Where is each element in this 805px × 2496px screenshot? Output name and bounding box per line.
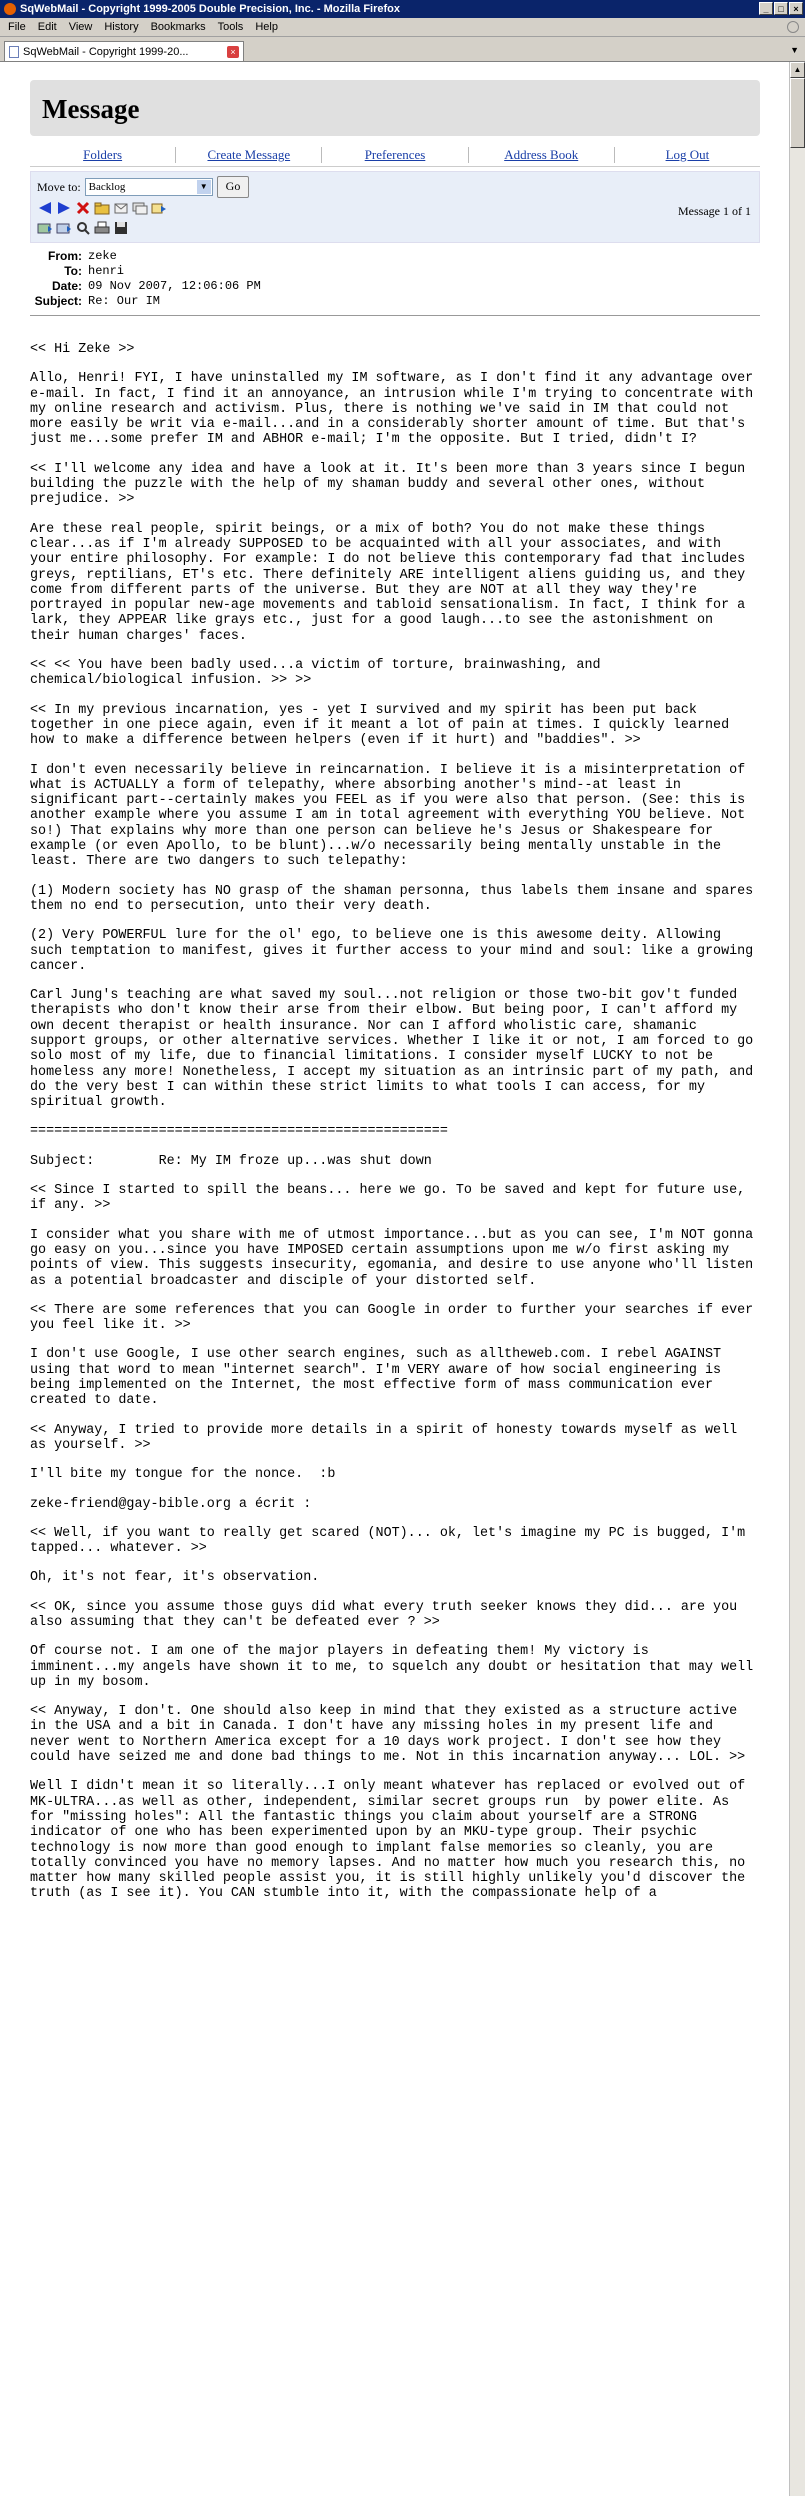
message-body: [30, 342, 760, 1902]
menu-history[interactable]: History: [104, 21, 139, 33]
close-window-button[interactable]: ×: [789, 2, 803, 15]
body-paragraph: << Since I started to spill the beans... here we go. To be saved and kept for future use, if any. >>: [30, 1183, 754, 1214]
body-paragraph: zeke-friend@gay-bible.org a écrit :: [30, 1496, 312, 1512]
body-paragraph: I don't even necessarily believe in reincarnation. I believe it is a misinterpretation of what is ACTUALLY a form of telepathy, where absorbing another's mind--at least in significant part--certainly makes you FEEL as if you were also that person. (See: this is another example where you assume I am in total agreement with everything YOU believe. Not so!) That explains why more than one person can believe he's Jesus or Shakespeare for example (or even Apollo, to be blunt)...w/o necessarily being mentally unstable in the least. There are two dangers to such telepathy:: [30, 762, 754, 870]
menu-edit[interactable]: Edit: [37, 21, 57, 33]
throbber-icon: [787, 21, 799, 33]
body-paragraph: Subject: Re: My IM froze up...was shut down: [30, 1153, 432, 1169]
nav-folders-link[interactable]: Folders: [30, 147, 176, 163]
body-paragraph: Allo, Henri! FYI, I have uninstalled my IM software, as I don't find it any advantage over e-mail. In fact, I find it an annoyance, an intrusion while I'm trying to concentrate with my online research and activism. Plus, there is nothing we've said in IM that could not more easily be writ via e-mail...and in a considerably shorter amount of time. But that's just me...some prefer IM and ABHOR e-mail; I'm the opposite. But I tried, didn't I?: [30, 371, 762, 448]
page-title: Message: [42, 94, 140, 124]
body-paragraph: Oh, it's not fear, it's observation.: [30, 1570, 320, 1586]
vertical-scrollbar[interactable]: [789, 62, 805, 2496]
body-paragraph: << Well, if you want to really get scared (NOT)... ok, let's imagine my PC is bugged, I'm tapped... whatever. >>: [30, 1525, 754, 1557]
body-paragraph: Carl Jung's teaching are what saved my soul...not religion or those two-bit gov't funded therapists who don't know their arse from their elbow. But being poor, I can't afford my own decent therapist or health insurance. Nor can I afford wholistic care, shamanic support groups, or other alternative services. Whether I like it or not, I am forced to go solo most of my life, due to financial limitations. I consider myself LUCKY to not be homeless any more! Nonetheless, I accept my situation as an intrinsic part of my path, and do the very best I can within these strict limits to what tools I can access, for my spiritual growth.: [30, 988, 762, 1111]
next-arrow-icon[interactable]: [56, 200, 72, 216]
minimize-button[interactable]: _: [759, 2, 773, 15]
body-paragraph: << Hi Zeke >>: [30, 342, 135, 357]
nav-preferences-link[interactable]: Preferences: [322, 147, 468, 163]
firefox-icon: [4, 3, 16, 15]
body-paragraph: I'll bite my tongue for the nonce. :b: [30, 1467, 336, 1483]
message-toolbar: [30, 171, 760, 243]
menu-file[interactable]: File: [8, 21, 26, 33]
header-label: To:: [64, 264, 82, 278]
scroll-thumb[interactable]: [790, 78, 805, 148]
menu-help[interactable]: Help: [255, 21, 278, 33]
delete-icon[interactable]: [75, 200, 91, 216]
close-tab-icon[interactable]: ×: [227, 46, 239, 58]
page-icon: [9, 46, 19, 58]
header-label: Subject:: [34, 294, 82, 308]
maximize-button[interactable]: □: [774, 2, 788, 15]
move-to-select[interactable]: [85, 178, 213, 196]
full-headers-icon[interactable]: [75, 220, 91, 236]
folder-icon[interactable]: [94, 200, 110, 216]
body-paragraph: << Anyway, I don't. One should also keep in mind that they existed as a structure active in the USA and a bit in Canada. I don't have any missing holes in my present life and never went to Northern America except for a 10 days work project. I don't see how they could have seized me and done bad things to me. Not in this incarnation anyway... LOL. >>: [30, 1704, 746, 1766]
body-paragraph: I consider what you share with me of utmost importance...but as you can see, I'm NOT gonna go easy on you...since you have IMPOSED certain assumptions upon me w/o first asking my points of view. This suggests insecurity, egomania, and desire to use anyone who'll listen as a potential broadcaster and disciple of your distorted self.: [30, 1227, 762, 1289]
body-paragraph: Of course not. I am one of the major players in defeating them! My victory is imminent...my angels have shown it to me, to squelch any doubt or hesitation that may well up in my bosom.: [30, 1644, 762, 1690]
body-paragraph: Are these real people, spirit beings, or a mix of both? You do not make these things clear...as if I'm already SUPPOSED to be acquainted with all your associates, and with your entire philosophy. For example: I do not believe this contemporary fad that includes greys, reptilians, ET's etc. There definitely ARE intelligent aliens guiding us, and they come from different parts of the universe. But they are NOT at all they way they're portrayed in popular new-age movements and tabloid sensationalism. In fact, I think for a lark, they APPEAR like grays etc., just for a good laugh...to see the astonishment on their human charges' faces.: [30, 521, 754, 644]
page-header: [30, 80, 760, 136]
header-divider: [30, 315, 760, 316]
nav-create-message-link[interactable]: Create Message: [176, 147, 322, 163]
header-value: henri: [88, 264, 125, 278]
message-count: Message 1 of 1: [678, 204, 751, 218]
window-title: SqWebMail - Copyright 1999-2005 Double Precision, Inc. - Mozilla Firefox: [20, 3, 400, 15]
tab-sqwebmail[interactable]: [4, 41, 244, 61]
body-paragraph: I don't use Google, I use other search engines, such as alltheweb.com. I rebel AGAINST using that word to mean "internet search". I'm VERY aware of how social engineering is being implemented on the Internet, the most effective form of mass communication ever created to date.: [30, 1347, 730, 1409]
menu-bar: [0, 18, 805, 37]
tab-list-icon[interactable]: ▼: [790, 45, 799, 55]
header-label: From:: [48, 249, 82, 263]
move-to-value: Backlog: [88, 181, 126, 193]
tab-bar: [0, 37, 805, 62]
forward-attach-icon[interactable]: [37, 220, 53, 236]
body-paragraph: Well I didn't mean it so literally...I only meant whatever has replaced or evolved out of MK-ULTRA...as well as other, independent, similar secret groups run by power elite. As for "missing holes": All the fantastic things you claim about yourself are a STRONG indicator of one who has been experimented upon by an MKU-type group. Their psychic technology is now more than good enough to implant false memories so cleanly, you are totally convinced you have no memory lapses. And no matter how much you research this, no matter how many skilled people assist you, it is still highly unlikely you'd discover the truth (as I see it). You CAN stumble into it, with the compassionate help of a: [30, 1779, 754, 1902]
menu-tools[interactable]: Tools: [217, 21, 244, 33]
page-viewport: [0, 62, 789, 2496]
body-paragraph: << In my previous incarnation, yes - yet I survived and my spirit has been put back together in one piece again, even if it meant a lot of pain at times. I quickly learned how to make a difference between helpers (even if it hurt) and "baddies". >>: [30, 702, 738, 749]
nav-address-book-link[interactable]: Address Book: [469, 147, 615, 163]
message-headers: [30, 249, 760, 309]
body-paragraph: << << You have been badly used...a victim of torture, brainwashing, and chemical/biological infusion. >> >>: [30, 658, 609, 689]
body-paragraph: << OK, since you assume those guys did what every truth seeker knows they did... are you also assuming that they can't be defeated ever ? >>: [30, 1599, 746, 1630]
window-titlebar: [0, 0, 805, 18]
header-value: zeke: [88, 249, 117, 263]
header-row-from: [30, 249, 760, 264]
scroll-up-icon[interactable]: ▲: [790, 62, 805, 78]
header-row-date: [30, 279, 760, 294]
body-paragraph: ====================================================: [30, 1124, 448, 1140]
header-value: 09 Nov 2007, 12:06:06 PM: [88, 279, 261, 293]
header-label: Date:: [51, 279, 82, 293]
header-row-subject: [30, 294, 760, 309]
forward-icon[interactable]: [151, 200, 167, 216]
tab-label: SqWebMail - Copyright 1999-20...: [23, 45, 189, 58]
header-row-to: [30, 264, 760, 279]
reply-all-icon[interactable]: [132, 200, 148, 216]
menu-view[interactable]: View: [68, 21, 93, 33]
save-icon[interactable]: [113, 220, 129, 236]
bounce-icon[interactable]: [56, 220, 72, 236]
move-to-label: Move to:: [37, 179, 81, 194]
body-paragraph: << Anyway, I tried to provide more details in a spirit of honesty towards myself as well as yourself. >>: [30, 1422, 746, 1453]
body-paragraph: (1) Modern society has NO grasp of the shaman personna, thus labels them insane and spares them no end to persecution, unto their very death.: [30, 883, 762, 914]
body-paragraph: (2) Very POWERFUL lure for the ol' ego, to believe one is this awesome deity. Allowing such temptation to manifest, gives it further access to your mind and soul: like a growing cancer.: [30, 928, 762, 974]
reply-icon[interactable]: [113, 200, 129, 216]
print-icon[interactable]: [94, 220, 110, 236]
go-button[interactable]: Go: [217, 176, 250, 198]
header-value: Re: Our IM: [88, 294, 161, 308]
nav-bar: [30, 144, 760, 167]
prev-arrow-icon[interactable]: [37, 200, 53, 216]
menu-bookmarks[interactable]: Bookmarks: [150, 21, 206, 33]
body-paragraph: << I'll welcome any idea and have a look at it. It's been more than 3 years since I begun building the puzzle with the help of my shaman buddy and several other ones, without prejudice. >>: [30, 461, 754, 508]
chevron-down-icon: ▼: [197, 180, 211, 194]
nav-log-out-link[interactable]: Log Out: [665, 147, 710, 162]
body-paragraph: << There are some references that you can Google in order to further your searches if ever you feel like it. >>: [30, 1302, 762, 1334]
